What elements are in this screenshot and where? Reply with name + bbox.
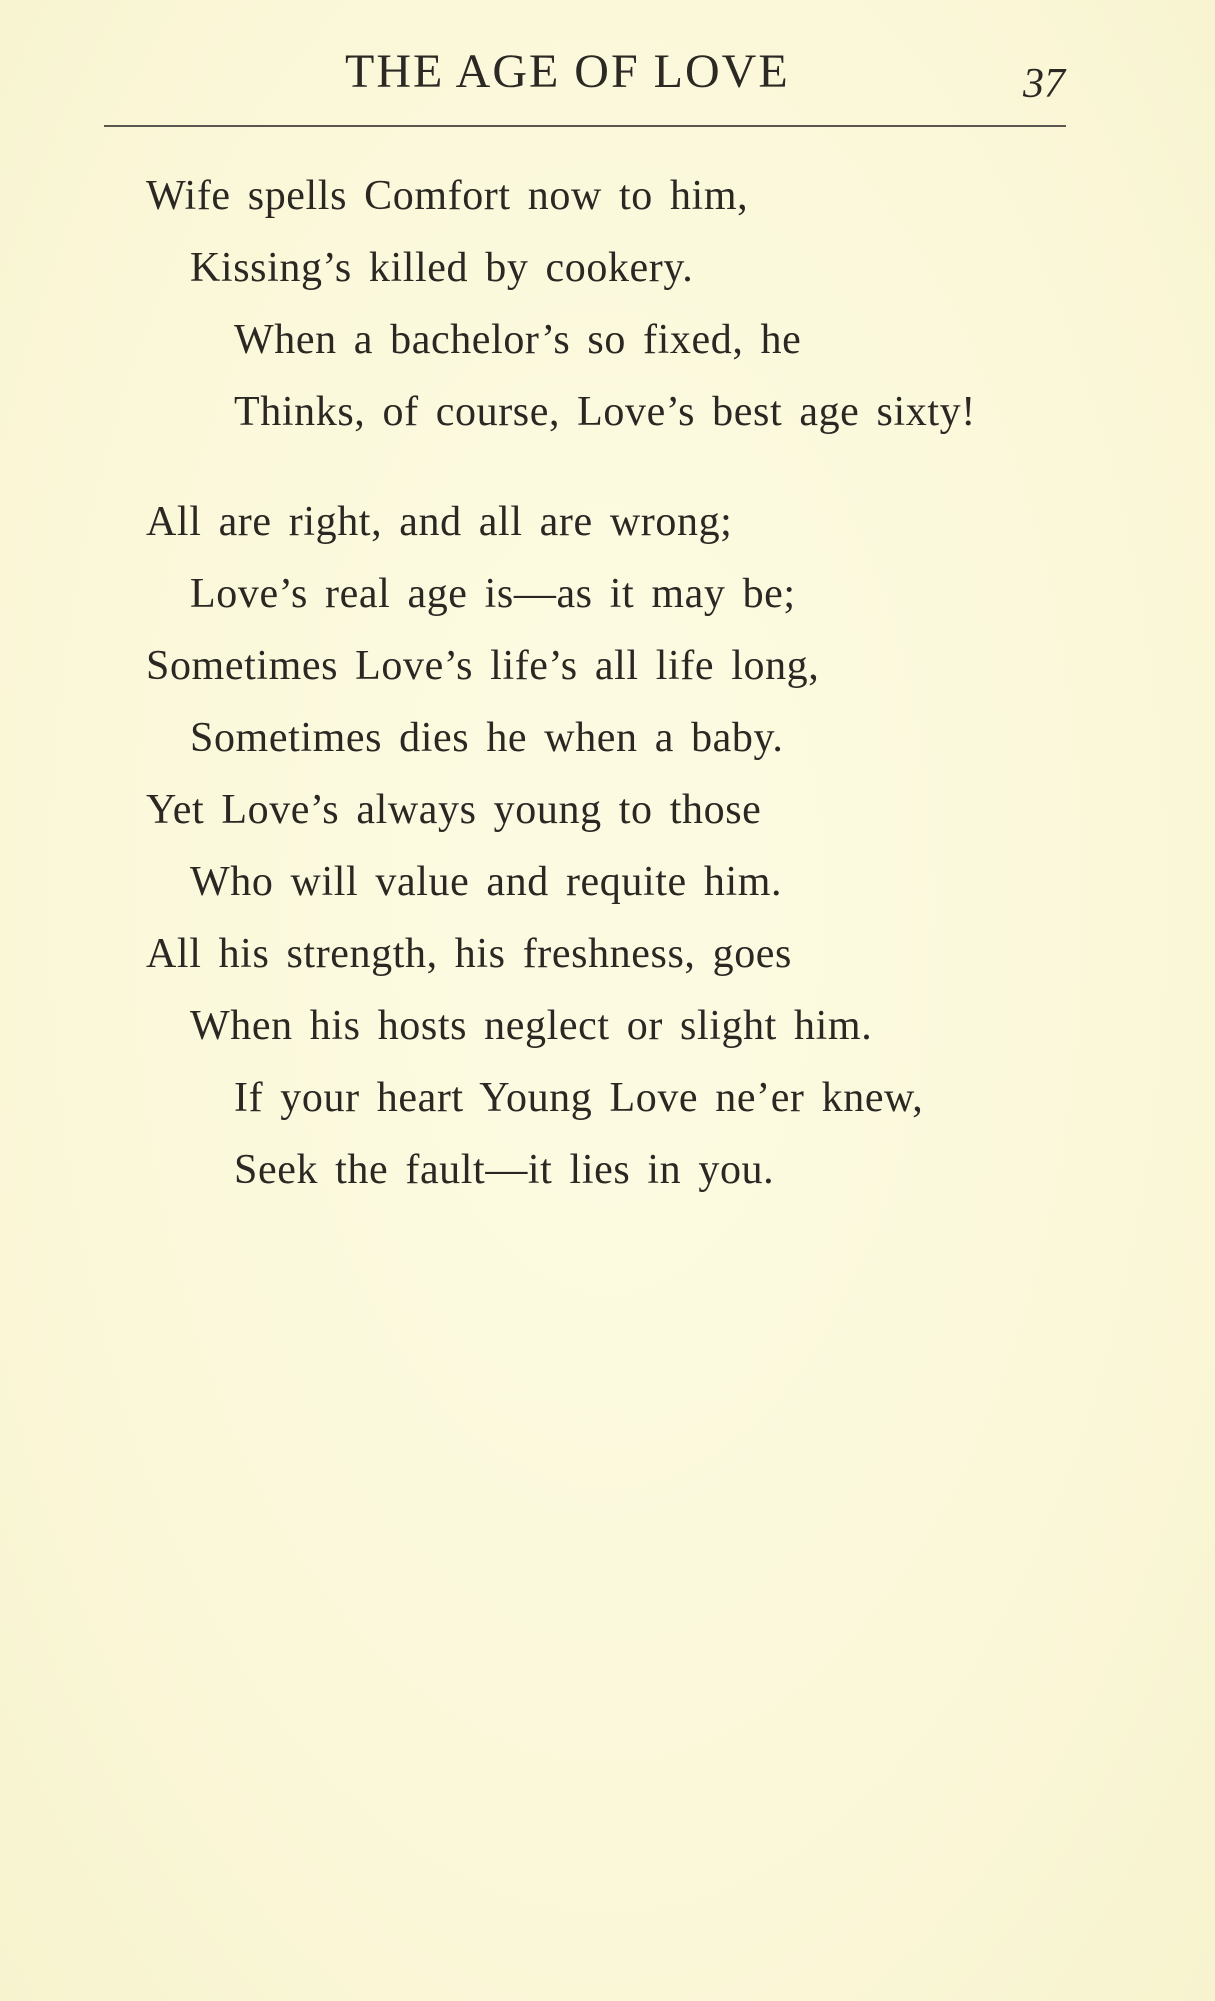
poem-line: Yet Love’s always young to those (146, 787, 762, 833)
poem-line: All are right, and all are wrong; (146, 499, 733, 545)
header-rule (104, 125, 1066, 127)
poem-line: Who will value and requite him. (190, 859, 783, 905)
stanza-2 (0, 486, 1215, 1206)
poem-line: All his strength, his freshness, goes (146, 931, 792, 977)
page-title: THE AGE OF LOVE (345, 45, 790, 98)
poem-line: Wife spells Comfort now to him, (146, 173, 749, 219)
stanza-1 (0, 160, 1215, 448)
poem-line: If your heart Young Love ne’er knew, (234, 1075, 924, 1121)
poem-line: Thinks, of course, Love’s best age sixty! (234, 389, 976, 435)
poem-line: Sometimes dies he when a baby. (190, 715, 784, 761)
poem-line: Sometimes Love’s life’s all life long, (146, 643, 820, 689)
poem-line: Seek the fault—it lies in you. (234, 1147, 775, 1193)
poem-line: When a bachelor’s so fixed, he (234, 317, 802, 363)
poem-line: Kissing’s killed by cookery. (190, 245, 694, 291)
page-number: 37 (1023, 61, 1065, 107)
poem-line: Love’s real age is—as it may be; (190, 571, 796, 617)
running-head (0, 42, 1215, 107)
poem-line: When his hosts neglect or slight him. (190, 1003, 873, 1049)
